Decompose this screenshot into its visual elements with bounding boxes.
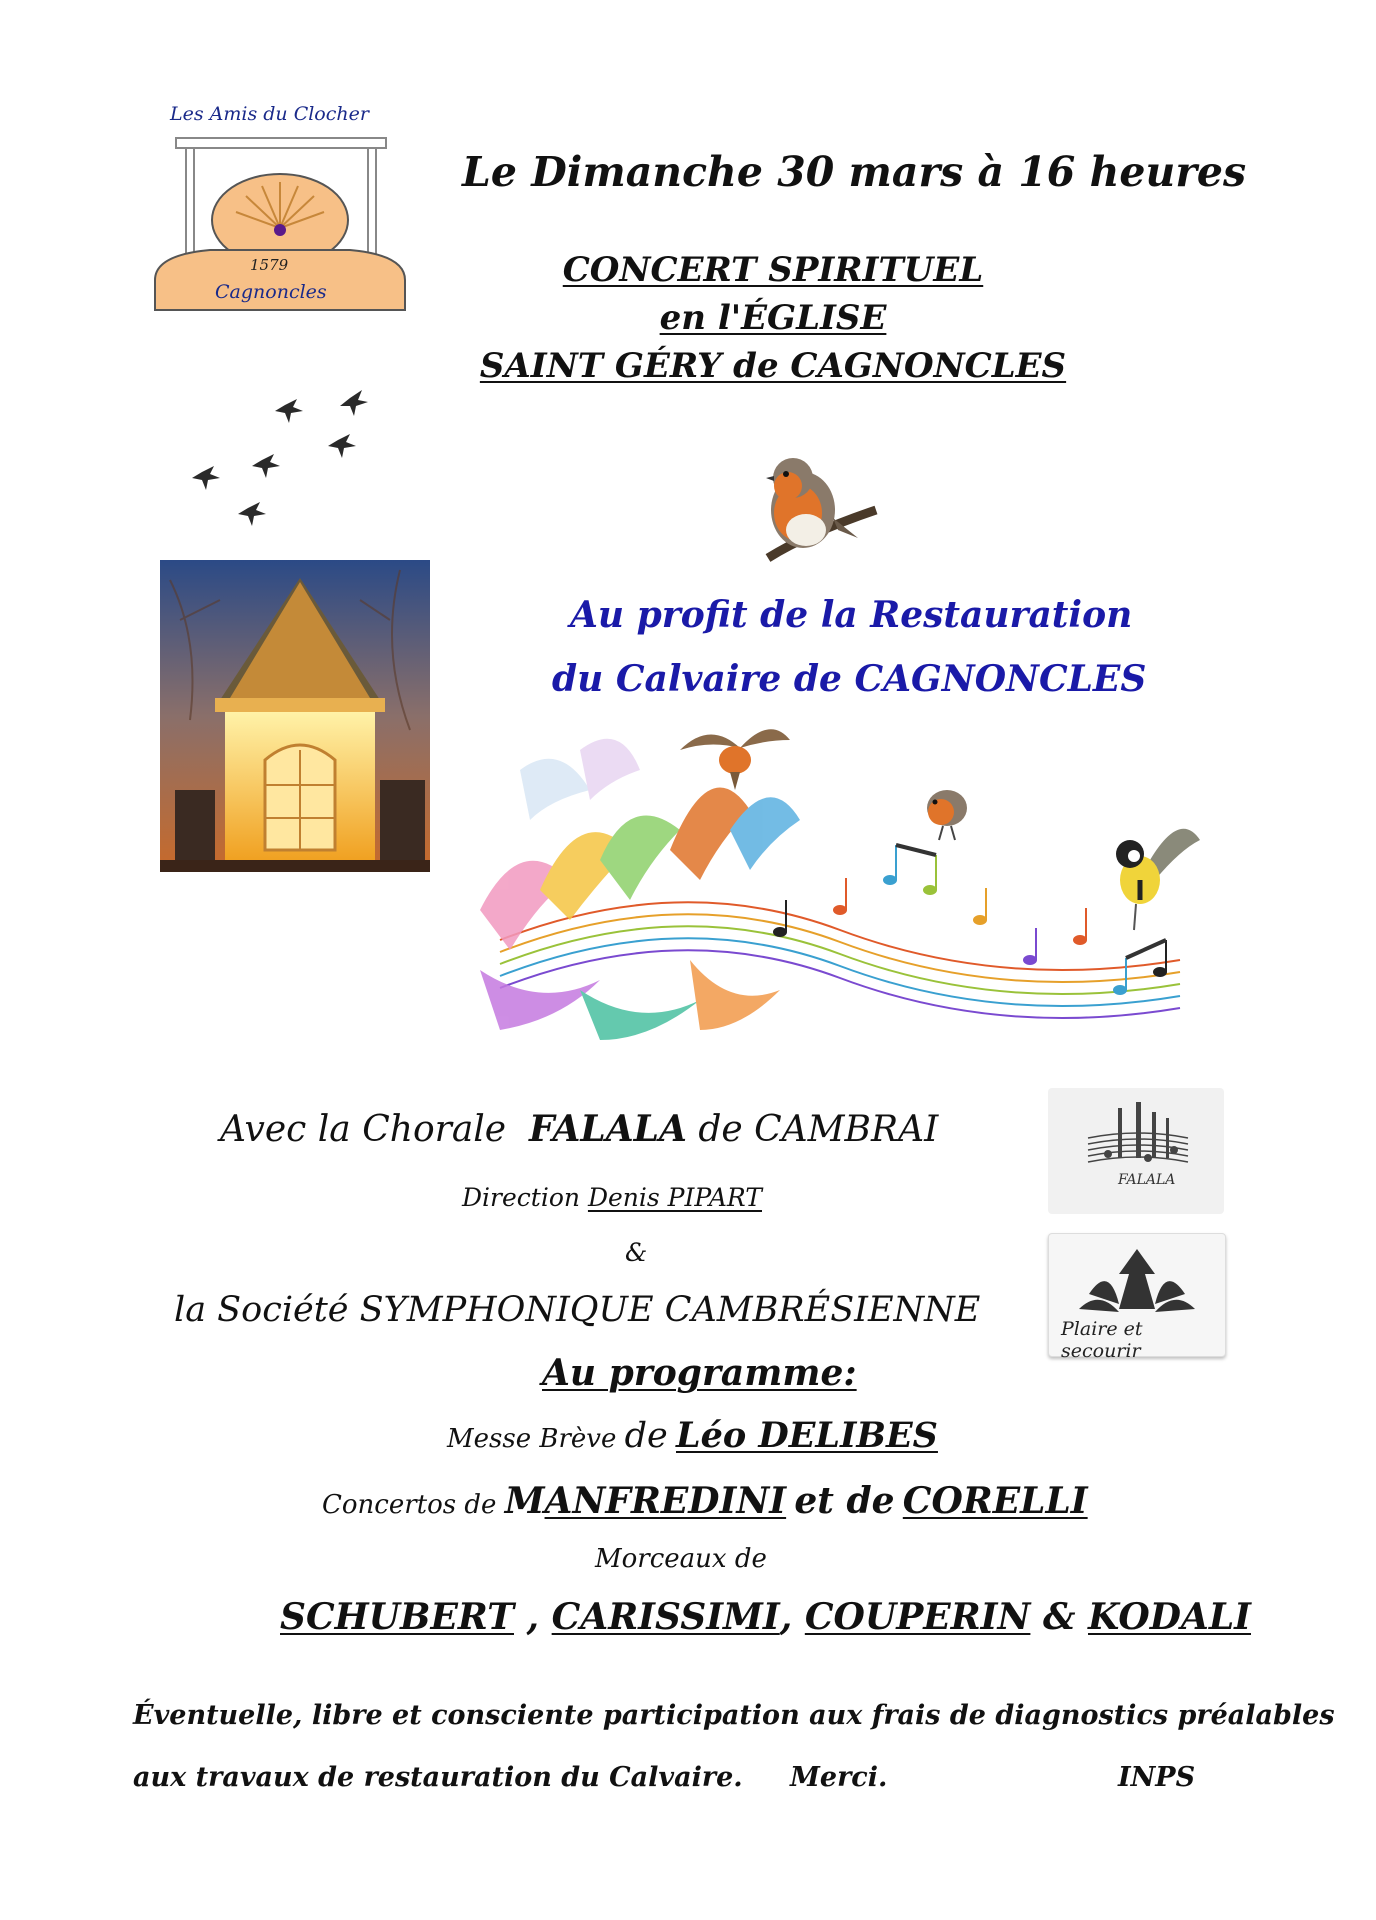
programme-item-1-de: de bbox=[624, 1416, 668, 1456]
footer-merci: Merci. bbox=[790, 1762, 888, 1793]
programme-title: Au programme: bbox=[542, 1352, 857, 1394]
director-name: Denis PIPART bbox=[587, 1183, 762, 1212]
robin-image bbox=[748, 438, 878, 573]
falala-logo-label: FALALA bbox=[1118, 1172, 1176, 1188]
logo-title: Les Amis du Clocher bbox=[170, 103, 369, 125]
programme-item-1-composer: Léo DELIBES bbox=[676, 1415, 938, 1456]
programme-item-2-composer-1: ANFREDINI bbox=[544, 1480, 787, 1522]
event-date: Le Dimanche 30 mars à 16 heures bbox=[462, 148, 1247, 196]
direction-line bbox=[462, 1183, 762, 1212]
programme-item-1 bbox=[447, 1415, 938, 1456]
flying-birds-image bbox=[190, 380, 390, 540]
plaire-logo-label: Plaire et secourir bbox=[1061, 1318, 1143, 1362]
benefit-line-2: du Calvaire de CAGNONCLES bbox=[552, 658, 1147, 700]
programme-item-2-composer-2: CORELLI bbox=[902, 1480, 1088, 1522]
chorale-suffix: de CAMBRAI bbox=[698, 1109, 939, 1150]
programme-item-2-et: et de bbox=[794, 1480, 895, 1522]
composer-kodali: KODALI bbox=[1088, 1596, 1251, 1638]
separator-3: & bbox=[1042, 1596, 1076, 1638]
composer-carissimi: CARISSIMI bbox=[551, 1596, 780, 1638]
composer-couperin: COUPERIN bbox=[804, 1596, 1031, 1638]
chorale-name: FALALA bbox=[529, 1108, 687, 1150]
ampersand: & bbox=[625, 1238, 648, 1267]
chorale-prefix: Avec la Chorale bbox=[220, 1109, 507, 1150]
logo-year: 1579 bbox=[250, 256, 289, 274]
title-text-1: CONCERT SPIRITUEL bbox=[562, 250, 984, 290]
falala-logo bbox=[1048, 1088, 1224, 1214]
title-line-1 bbox=[0, 250, 1376, 290]
programme-item-2 bbox=[322, 1480, 1088, 1522]
logo-town: Cagnoncles bbox=[215, 281, 327, 303]
direction-label: Direction bbox=[462, 1183, 580, 1212]
calvaire-photo bbox=[160, 560, 430, 872]
separator-2: , bbox=[779, 1596, 793, 1638]
composer-schubert: SCHUBERT bbox=[280, 1596, 514, 1638]
title-line-2 bbox=[0, 298, 1376, 338]
benefit-line-1: Au profit de la Restauration bbox=[570, 594, 1133, 636]
footer-line-1: Éventuelle, libre et consciente participation aux frais de diagnostics préalables bbox=[133, 1700, 1335, 1731]
programme-item-3: Morceaux de bbox=[595, 1544, 767, 1574]
programme-item-4 bbox=[280, 1596, 1251, 1638]
programme-item-1-work: Messe Brève bbox=[447, 1424, 617, 1454]
chorale-line bbox=[220, 1108, 938, 1150]
plaire-et-secourir-logo bbox=[1048, 1233, 1226, 1362]
societe-line bbox=[174, 1290, 980, 1330]
programme-item-2-work: Concertos de bbox=[322, 1490, 497, 1520]
footer-inps: INPS bbox=[1118, 1762, 1196, 1793]
societe-name: SYMPHONIQUE CAMBRÉSIENNE bbox=[359, 1290, 981, 1330]
footer-line-2: aux travaux de restauration du Calvaire. bbox=[133, 1762, 743, 1793]
programme-item-2-m: M bbox=[504, 1480, 545, 1522]
societe-prefix: la Société bbox=[174, 1290, 349, 1330]
separator-1: , bbox=[526, 1596, 540, 1638]
title-text-3: SAINT GÉRY de CAGNONCLES bbox=[479, 346, 1067, 386]
music-notes-illustration bbox=[480, 710, 1225, 1040]
title-text-2: en l'ÉGLISE bbox=[659, 298, 887, 338]
